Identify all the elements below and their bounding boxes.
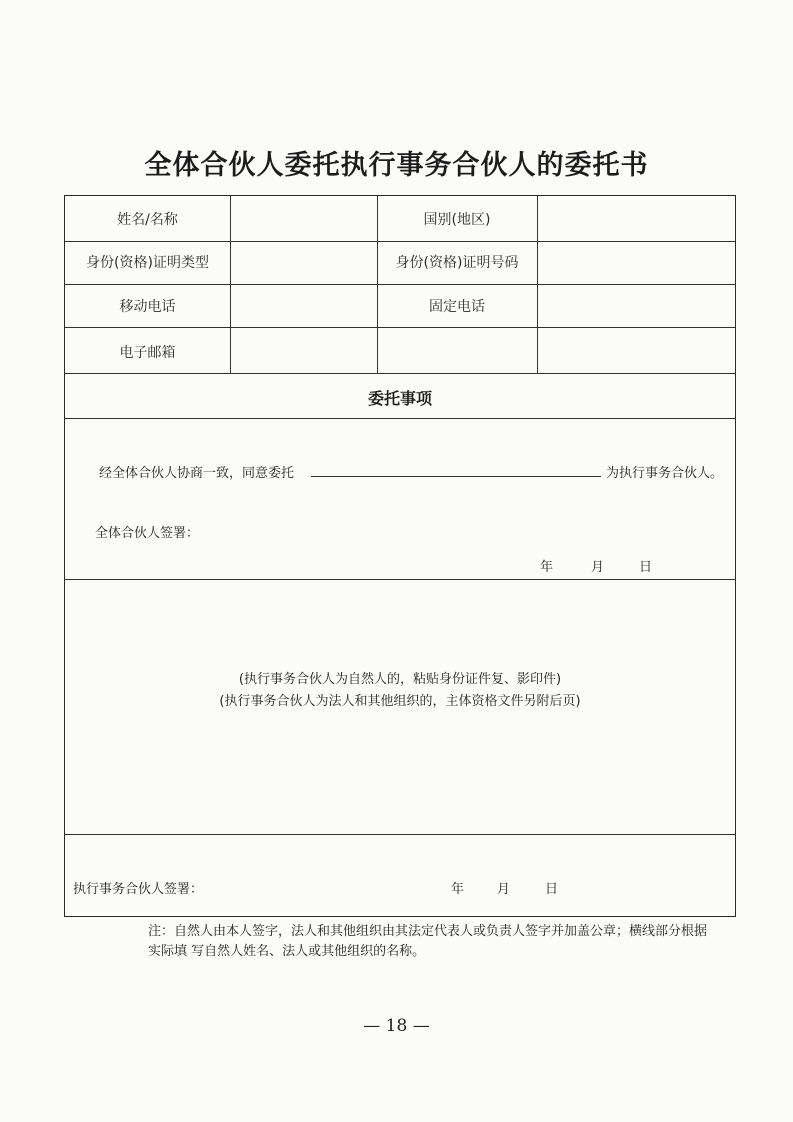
executor-date-day: 日 (545, 882, 559, 897)
id-type-label: 身份(资格)证明类型 (86, 255, 209, 271)
entrust-sentence-prefix: 经全体合伙人协商一致，同意委托 (99, 466, 295, 481)
landline-field[interactable] (538, 285, 734, 326)
entrust-sentence-suffix: 为执行事务合伙人。 (606, 466, 724, 481)
landline-label: 固定电话 (429, 299, 485, 315)
all-partners-sign-label: 全体合伙人签署： (95, 526, 200, 541)
row-divider (65, 373, 735, 374)
executor-date-year: 年 (451, 882, 465, 897)
empty-cell (378, 328, 536, 372)
date-month: 月 (591, 560, 605, 575)
entrust-section-title: 委托事项 (367, 389, 432, 408)
form-footnote: 注：自然人由本人签字，法人和其他组织由其法定代表人或负责人签字并加盖公章；横线部分根据实际填 写自然人姓名、法人或其他组织的名称。 (148, 924, 708, 959)
date-year: 年 (540, 560, 554, 575)
id-number-field[interactable] (538, 242, 734, 283)
row-divider (65, 834, 735, 835)
executor-sign-label: 执行事务合伙人签署： (73, 882, 204, 897)
empty-cell (538, 328, 734, 372)
page-number: — 18 — (363, 1016, 430, 1036)
id-type-field[interactable] (231, 242, 376, 283)
email-field[interactable] (231, 328, 376, 372)
attachment-note-2: (执行事务合伙人为法人和其他组织的，主体资格文件另附后页) (219, 694, 581, 709)
name-field[interactable] (231, 197, 376, 240)
executor-date-month: 月 (497, 882, 511, 897)
row-divider (65, 418, 735, 419)
id-copy-paste-area (65, 580, 735, 833)
document-title: 全体合伙人委托执行事务合伙人的委托书 (144, 150, 649, 181)
mobile-label: 移动电话 (119, 299, 176, 315)
name-label: 姓名/名称 (117, 212, 178, 228)
entrusted-party-blank[interactable] (311, 462, 601, 477)
date-day: 日 (639, 560, 653, 575)
country-label: 国别(地区) (423, 212, 491, 228)
country-field[interactable] (538, 197, 734, 240)
email-label: 电子邮箱 (119, 345, 176, 361)
id-number-label: 身份(资格)证明号码 (395, 255, 519, 271)
attachment-note-1: (执行事务合伙人为自然人的，粘贴身份证件复、影印件) (238, 672, 562, 687)
mobile-field[interactable] (231, 285, 376, 326)
entrustment-form (64, 195, 736, 917)
